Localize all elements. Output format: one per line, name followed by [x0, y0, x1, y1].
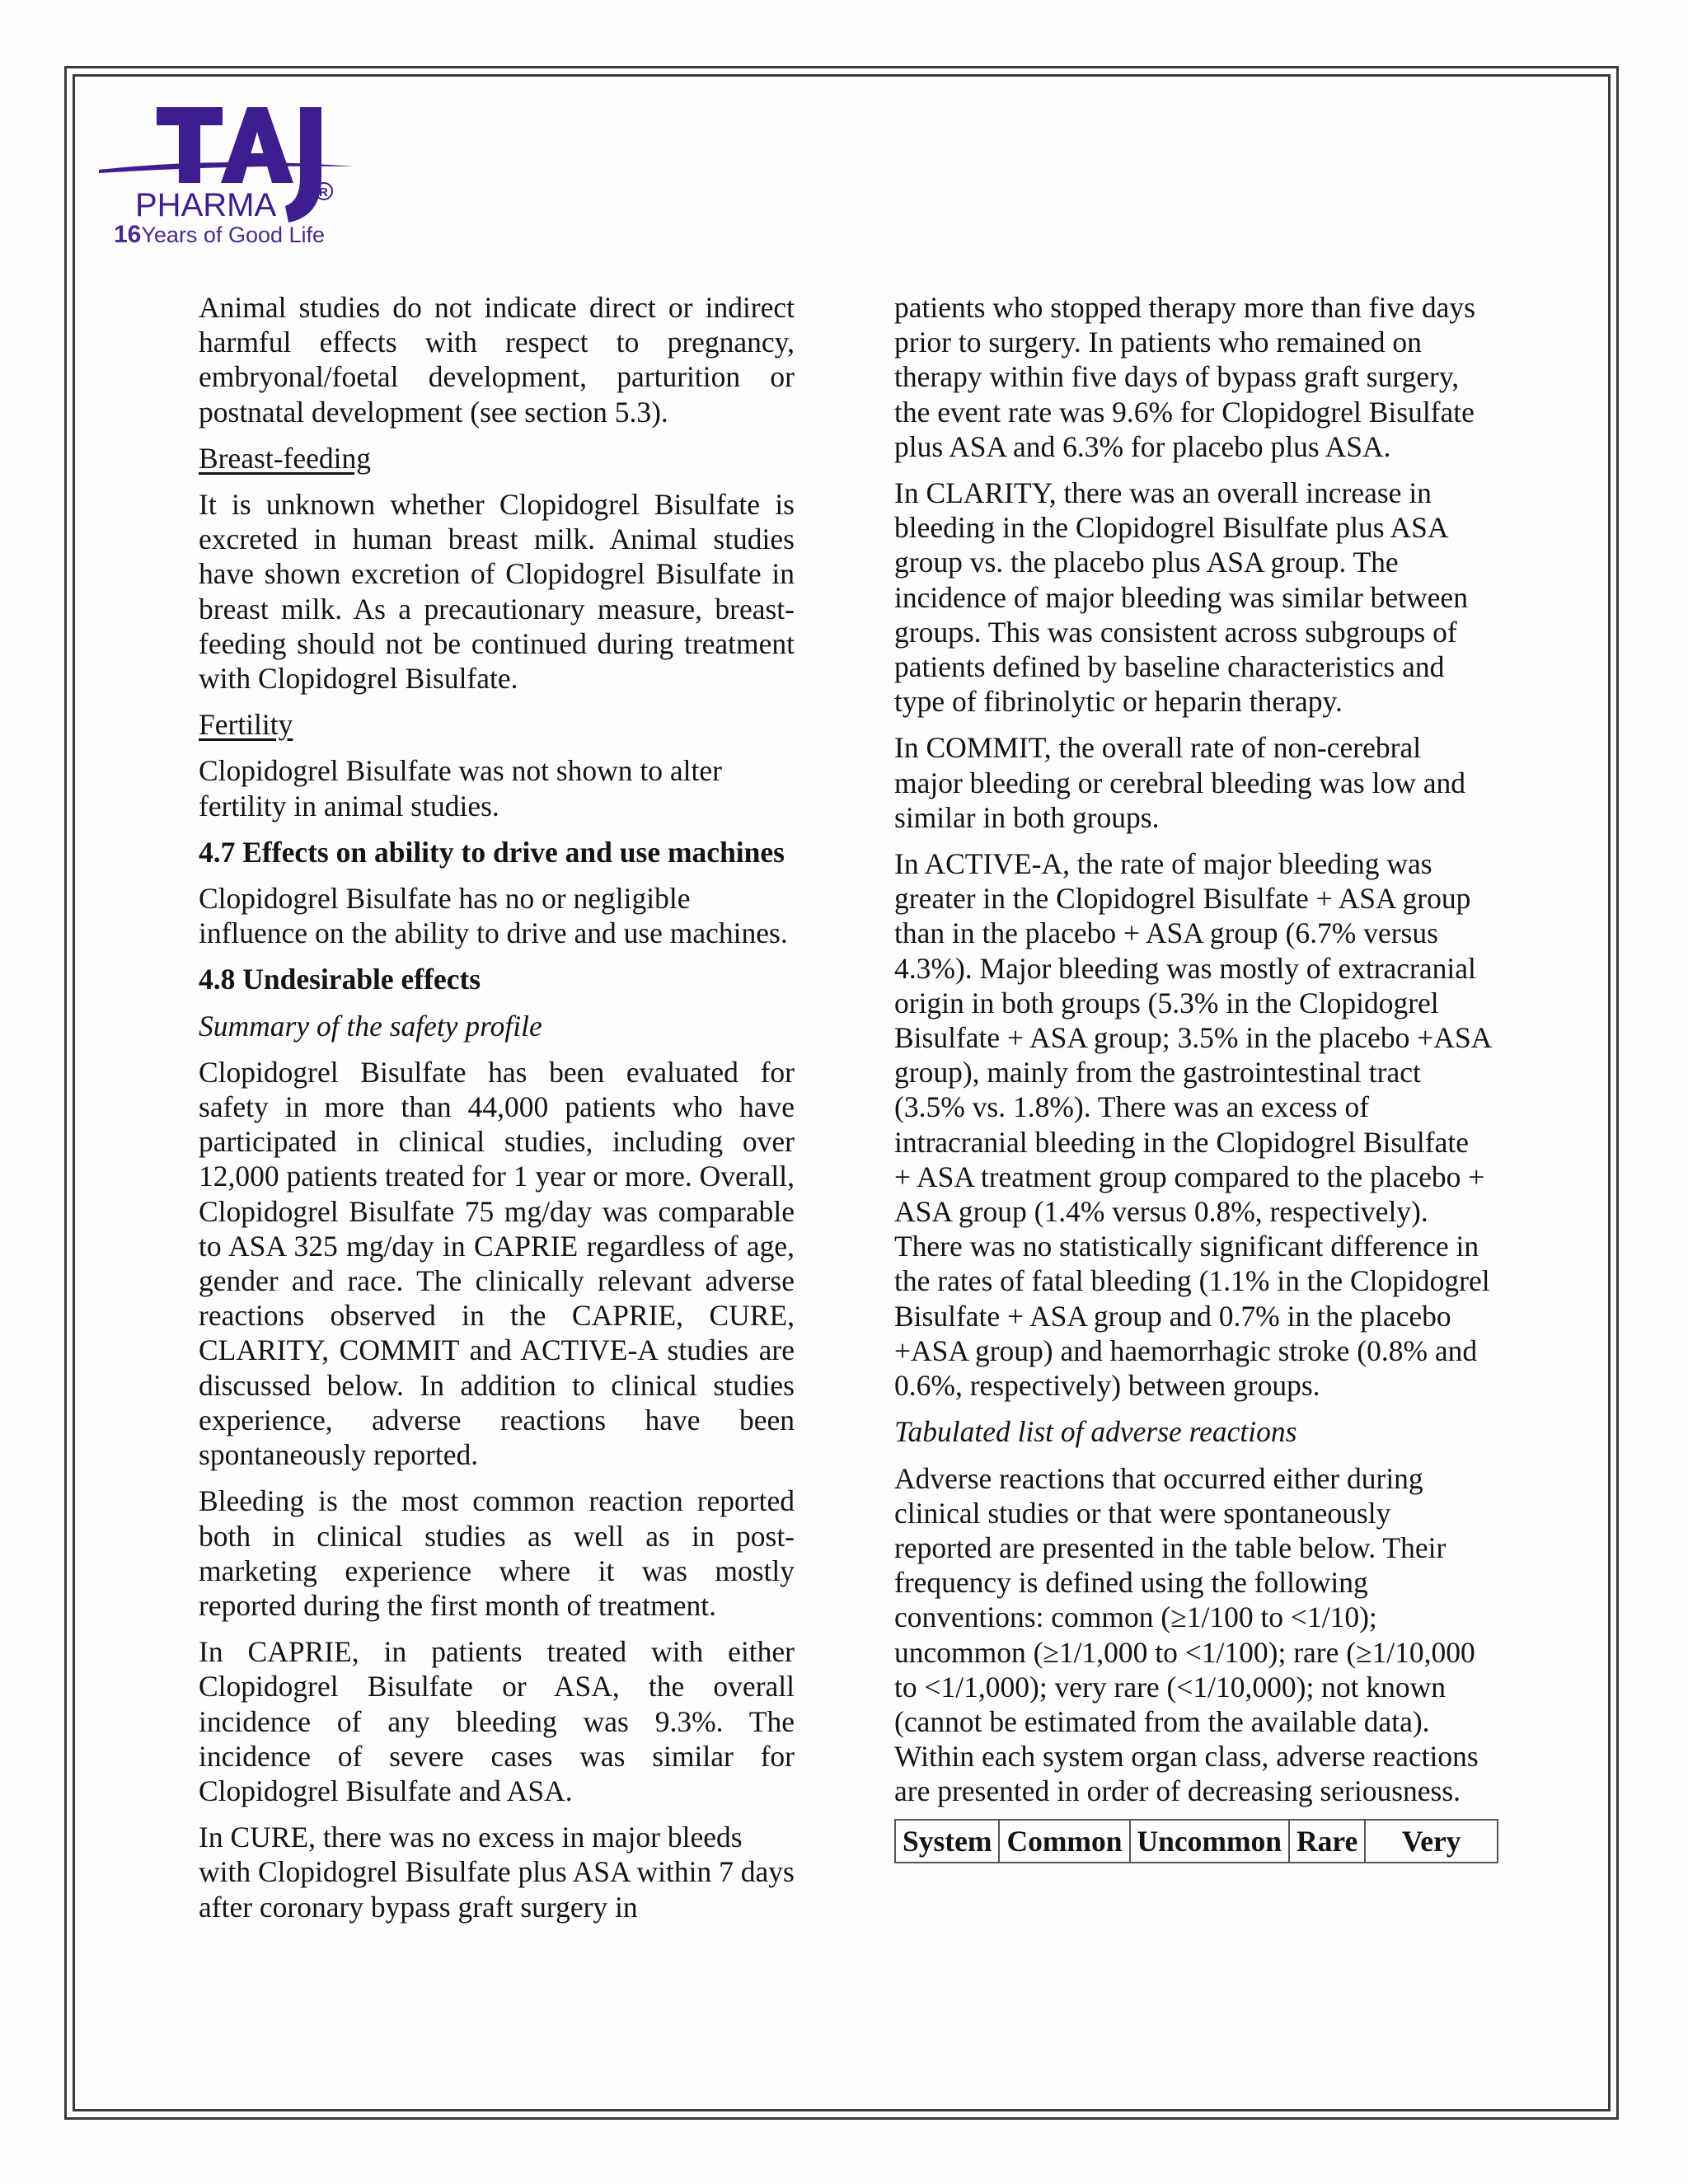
- heading-section-4-7: 4.7 Effects on ability to drive and use machines: [199, 835, 785, 869]
- paragraph-cure-continued: patients who stopped therapy more than five days prior to surgery. In patients who remained on therapy within five days of bypass graft surgery, the event rate was 9.6% for Clopidogrel Bisulfate plus ASA and 6.3% for placebo plus ASA.: [894, 291, 1475, 463]
- table-header-uncommon: Uncommon: [1130, 1820, 1290, 1863]
- paragraph-clarity: In CLARITY, there was an overall increase in bleeding in the Clopidogrel Bisulfate plus ASA group vs. the placebo plus ASA group. The incidence of major bleeding was similar between groups. This was consistent across subgroups of patients defined by baseline characteristics and type of fibrinolytic or heparin therapy.: [894, 476, 1468, 719]
- paragraph-section-4-7: Clopidogrel Bisulfate has no or negligible influence on the ability to drive and use machines.: [199, 882, 788, 950]
- paragraph-fertility: Clopidogrel Bisulfate was not shown to alter fertility in animal studies.: [199, 754, 722, 823]
- paragraph-active-a: In ACTIVE-A, the rate of major bleeding was greater in the Clopidogrel Bisulfate + ASA group than in the placebo + ASA group (6.7% versus 4.3%). Major bleeding was mostly of extracranial origin in both groups (5.3% in the Clopidogrel Bisulfate + ASA group; 3.5% in the placebo +ASA group), mainly from the gastrointestinal tract (3.5% vs. 1.8%). There was an excess of intracranial bleeding in the Clopidogrel Bisulfate + ASA treatment group compared to the placebo + ASA group (1.4% versus 0.8%, respectively). There was no statistically significant difference in the rates of fatal bleeding (1.1% in the Clopidogrel Bisulfate + ASA group and 0.7% in the placebo +ASA group) and haemorrhagic stroke (0.8% and 0.6%, respectively) between groups.: [894, 847, 1491, 1403]
- table-header-row: [895, 1820, 1498, 1863]
- paragraph-tabulated: Adverse reactions that occurred either during clinical studies or that were spontaneously reported are presented in the table below. Their frequency is defined using the following conventions: common (≥1/100 to <1/10); uncommon (≥1/1,000 to <1/100); rare (≥1/10,000 to <1/1,000); very rare (<1/10,000); not known (cannot be estimated from the available data). Within each system organ class, adverse reactions are presented in order of decreasing seriousness.: [894, 1461, 1479, 1808]
- paragraph-animal-studies: Animal studies do not indicate direct or indirect harmful effects with respect to pregnancy, embryonal/foetal development, parturition or postnatal development (see section 5.3).: [199, 291, 795, 429]
- heading-section-4-8: 4.8 Undesirable effects: [199, 963, 481, 996]
- svg-text:PHARMA: PHARMA: [135, 187, 277, 223]
- left-column: [199, 290, 795, 1936]
- table-header-rare: Rare: [1289, 1820, 1365, 1863]
- paragraph-safety-summary: Clopidogrel Bisulfate has been evaluated for safety in more than 44,000 patients who have participated in clinical studies, including over 12,000 patients treated for 1 year or more. Overall, Clopidogrel Bisulfate 75 mg/day was comparable to ASA 325 mg/day in CAPRIE regardless of age, gender and race. The clinically relevant adverse reactions observed in the CAPRIE, CURE, CLARITY, COMMIT and ACTIVE-A studies are discussed below. In addition to clinical studies experience, adverse reactions have been spontaneously reported.: [199, 1055, 795, 1472]
- paragraph-commit: In COMMIT, the overall rate of non-cerebral major bleeding or cerebral bleeding was low and similar in both groups.: [894, 731, 1465, 834]
- adverse-reactions-table: [894, 1819, 1498, 1863]
- svg-text:R: R: [319, 185, 328, 199]
- right-column: [894, 290, 1492, 1863]
- paragraph-cure: In CURE, there was no excess in major bleeds with Clopidogrel Bisulfate plus ASA within 7 days after coronary bypass graft surgery in: [199, 1821, 795, 1924]
- table-header-common: Common: [999, 1820, 1129, 1863]
- heading-breast-feeding: Breast-feeding: [199, 441, 371, 475]
- table-header-system: System: [895, 1820, 999, 1863]
- heading-fertility: Fertility: [199, 708, 293, 742]
- heading-tabulated-list: Tabulated list of adverse reactions: [894, 1415, 1297, 1449]
- paragraph-breast-feeding: It is unknown whether Clopidogrel Bisulfate is excreted in human breast milk. Animal studies have shown excretion of Clopidogrel Bisulfate in breast milk. As a precautionary measure, breast-feeding should not be continued during treatment with Clopidogrel Bisulfate.: [199, 488, 795, 696]
- paragraph-caprie: In CAPRIE, in patients treated with either Clopidogrel Bisulfate or ASA, the overall incidence of any bleeding was 9.3%. The incidence of severe cases was similar for Clopidogrel Bisulfate and ASA.: [199, 1635, 795, 1807]
- paragraph-bleeding: Bleeding is the most common reaction reported both in clinical studies as well as in post-marketing experience where it was mostly reported during the first month of treatment.: [199, 1484, 795, 1622]
- logo-tagline: 16Years of Good Life: [114, 221, 326, 248]
- table-header-very-rare: Very: [1365, 1820, 1498, 1863]
- heading-safety-profile: Summary of the safety profile: [199, 1009, 542, 1043]
